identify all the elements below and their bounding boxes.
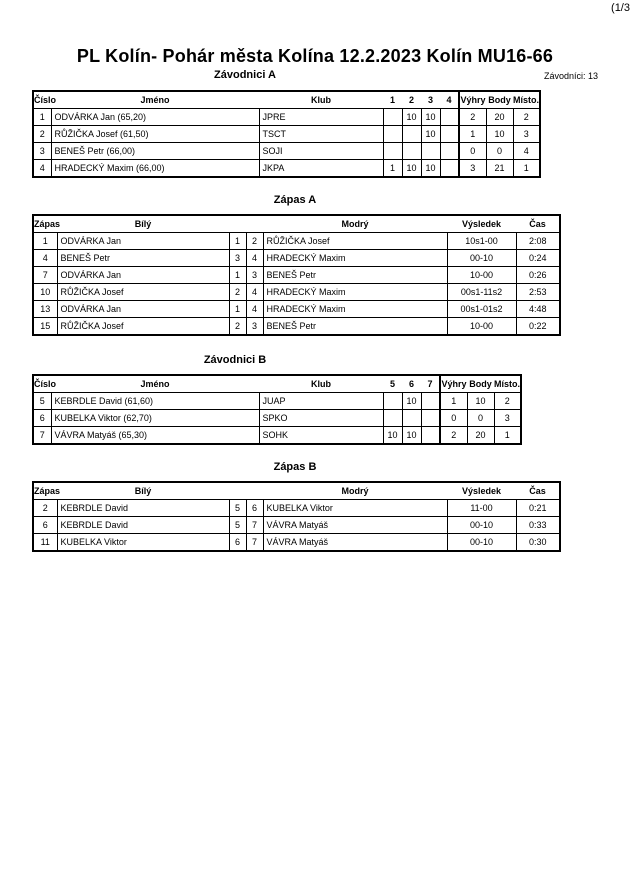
table-header-row (33, 375, 521, 393)
col-header-jmeno: Jméno (51, 375, 259, 393)
cell-modry-number: 3 (246, 267, 263, 284)
cell-round (383, 143, 402, 160)
cell-round (402, 126, 421, 143)
cell-modry-number: 7 (246, 534, 263, 552)
cell-klub: JPRE (259, 109, 383, 126)
cell-vyhry: 2 (459, 109, 486, 126)
cell-round (421, 427, 440, 445)
cell-vysledek: 00-10 (447, 250, 516, 267)
cell-cas: 0:22 (516, 318, 560, 336)
cell-zapas: 11 (33, 534, 57, 552)
cell-jmeno: RŮŽIČKA Josef (61,50) (51, 126, 259, 143)
cell-round (440, 126, 459, 143)
table-header-row (33, 91, 540, 109)
cell-modry-number: 3 (246, 318, 263, 336)
cell-zapas: 7 (33, 267, 57, 284)
cell-body: 0 (467, 410, 494, 427)
cell-body: 20 (486, 109, 513, 126)
cell-modry: BENEŠ Petr (263, 267, 447, 284)
table-row (33, 233, 560, 250)
cell-modry: HRADECKÝ Maxim (263, 301, 447, 318)
cell-round (440, 143, 459, 160)
cell-misto: 1 (513, 160, 540, 178)
col-header-klub: Klub (259, 375, 383, 393)
cell-cas: 0:33 (516, 517, 560, 534)
col-header-misto: Místo. (494, 375, 521, 393)
cell-modry: KUBELKA Viktor (263, 500, 447, 517)
table-row (33, 517, 560, 534)
cell-bily-number: 2 (229, 318, 246, 336)
col-header-vyhry: Výhry (440, 375, 467, 393)
cell-bily: ODVÁRKA Jan (57, 301, 229, 318)
match-b-title: Zápas B (273, 461, 317, 473)
col-header-jmeno: Jméno (51, 91, 259, 109)
cell-vysledek: 00-10 (447, 517, 516, 534)
cell-round: 10 (402, 427, 421, 445)
table-row (33, 318, 560, 336)
cell-bily: ODVÁRKA Jan (57, 267, 229, 284)
col-header-round: 1 (383, 91, 402, 109)
cell-jmeno: KUBELKA Viktor (62,70) (51, 410, 259, 427)
col-header-vysledek: Výsledek (447, 215, 516, 233)
cell-misto: 3 (494, 410, 521, 427)
cell-cas: 0:26 (516, 267, 560, 284)
cell-modry-number: 7 (246, 517, 263, 534)
group-b-title: Závodnici B (203, 354, 267, 366)
table-row (33, 250, 560, 267)
cell-vysledek: 10s1-00 (447, 233, 516, 250)
cell-modry: HRADECKÝ Maxim (263, 284, 447, 301)
col-header-round: 6 (402, 375, 421, 393)
cell-modry: RŮŽIČKA Josef (263, 233, 447, 250)
cell-klub: SOJI (259, 143, 383, 160)
cell-body: 21 (486, 160, 513, 178)
cell-body: 10 (486, 126, 513, 143)
cell-jmeno: KEBRDLE David (61,60) (51, 393, 259, 410)
cell-vyhry: 2 (440, 427, 467, 445)
cell-body: 0 (486, 143, 513, 160)
table-row (33, 301, 560, 318)
cell-round (383, 109, 402, 126)
cell-modry-number: 2 (246, 233, 263, 250)
table-row (33, 534, 560, 552)
cell-modry-number: 4 (246, 301, 263, 318)
cell-klub: TSCT (259, 126, 383, 143)
cell-vyhry: 0 (459, 143, 486, 160)
cell-cas: 2:08 (516, 233, 560, 250)
cell-modry-number: 4 (246, 284, 263, 301)
cell-cislo: 7 (33, 427, 51, 445)
match-a-table (32, 214, 561, 336)
table-row (33, 160, 540, 178)
cell-misto: 3 (513, 126, 540, 143)
cell-bily: KEBRDLE David (57, 517, 229, 534)
table-row (33, 126, 540, 143)
cell-round (402, 410, 421, 427)
cell-cas: 2:53 (516, 284, 560, 301)
cell-zapas: 2 (33, 500, 57, 517)
cell-round (383, 410, 402, 427)
cell-round: 10 (383, 427, 402, 445)
cell-body: 20 (467, 427, 494, 445)
cell-round: 10 (402, 109, 421, 126)
cell-round (383, 126, 402, 143)
group-a-title: Závodnici A (214, 69, 276, 81)
cell-misto: 1 (494, 427, 521, 445)
cell-bily-number: 1 (229, 301, 246, 318)
col-header-bily: Bílý (57, 215, 229, 233)
table-header-row (33, 215, 560, 233)
cell-cislo: 3 (33, 143, 51, 160)
cell-vyhry: 1 (440, 393, 467, 410)
col-header-round: 5 (383, 375, 402, 393)
cell-klub: SOHK (259, 427, 383, 445)
col-header-cislo: Číslo (33, 375, 51, 393)
cell-cislo: 4 (33, 160, 51, 178)
cell-round (421, 410, 440, 427)
cell-vysledek: 00s1-11s2 (447, 284, 516, 301)
col-header-modry: Modrý (263, 482, 447, 500)
cell-modry: BENEŠ Petr (263, 318, 447, 336)
table-row (33, 393, 521, 410)
table-row (33, 500, 560, 517)
cell-bily: KUBELKA Viktor (57, 534, 229, 552)
cell-vysledek: 11-00 (447, 500, 516, 517)
col-header-body: Body (486, 91, 513, 109)
cell-bily-number: 5 (229, 500, 246, 517)
cell-vysledek: 10-00 (447, 267, 516, 284)
cell-round: 1 (383, 160, 402, 178)
col-header-round: 3 (421, 91, 440, 109)
cell-bily-number: 1 (229, 233, 246, 250)
col-header-cas: Čas (516, 482, 560, 500)
cell-bily: KEBRDLE David (57, 500, 229, 517)
table-row (33, 284, 560, 301)
cell-bily-number: 5 (229, 517, 246, 534)
cell-round: 10 (421, 109, 440, 126)
col-header-cislo: Číslo (33, 91, 51, 109)
cell-jmeno: BENEŠ Petr (66,00) (51, 143, 259, 160)
cell-bily-number: 3 (229, 250, 246, 267)
cell-klub: JKPA (259, 160, 383, 178)
col-header-round: 4 (440, 91, 459, 109)
cell-vysledek: 10-00 (447, 318, 516, 336)
cell-bily-number: 1 (229, 267, 246, 284)
table-header-row (33, 482, 560, 500)
cell-round (440, 160, 459, 178)
group-b-table (32, 374, 522, 445)
cell-zapas: 13 (33, 301, 57, 318)
cell-misto: 4 (513, 143, 540, 160)
group-a-table (32, 90, 541, 178)
cell-zapas: 6 (33, 517, 57, 534)
table-row (33, 267, 560, 284)
col-header-round: 7 (421, 375, 440, 393)
cell-round: 10 (402, 393, 421, 410)
cell-jmeno: ODVÁRKA Jan (65,20) (51, 109, 259, 126)
cell-cislo: 6 (33, 410, 51, 427)
col-header-zapas: Zápas (33, 215, 57, 233)
col-header-round: 2 (402, 91, 421, 109)
table-row (33, 427, 521, 445)
table-row (33, 410, 521, 427)
cell-cas: 0:21 (516, 500, 560, 517)
table-row (33, 109, 540, 126)
competitor-count: Závodníci: 13 (543, 71, 598, 81)
cell-misto: 2 (513, 109, 540, 126)
cell-klub: JUAP (259, 393, 383, 410)
cell-vyhry: 3 (459, 160, 486, 178)
cell-modry: VÁVRA Matyáš (263, 534, 447, 552)
cell-round (421, 393, 440, 410)
col-header-bily: Bílý (57, 482, 229, 500)
cell-round: 10 (421, 160, 440, 178)
cell-round (383, 393, 402, 410)
col-header-vyhry: Výhry (459, 91, 486, 109)
cell-vysledek: 00s1-01s2 (447, 301, 516, 318)
cell-bily: RŮŽIČKA Josef (57, 284, 229, 301)
page-number: (1/3 (611, 2, 630, 14)
cell-bily-number: 2 (229, 284, 246, 301)
cell-round (402, 143, 421, 160)
cell-vysledek: 00-10 (447, 534, 516, 552)
cell-bily: ODVÁRKA Jan (57, 233, 229, 250)
cell-jmeno: VÁVRA Matyáš (65,30) (51, 427, 259, 445)
cell-zapas: 1 (33, 233, 57, 250)
cell-bily: RŮŽIČKA Josef (57, 318, 229, 336)
cell-cislo: 5 (33, 393, 51, 410)
page-title: PL Kolín- Pohár města Kolína 12.2.2023 Kolín MU16-66 (76, 46, 554, 66)
col-header-vysledek: Výsledek (447, 482, 516, 500)
col-header-misto: Místo. (513, 91, 540, 109)
cell-body: 10 (467, 393, 494, 410)
match-b-table (32, 481, 561, 552)
col-header-modry: Modrý (263, 215, 447, 233)
cell-modry-number: 6 (246, 500, 263, 517)
cell-cas: 0:30 (516, 534, 560, 552)
cell-klub: SPKO (259, 410, 383, 427)
match-a-title: Zápas A (273, 194, 317, 206)
cell-vyhry: 0 (440, 410, 467, 427)
cell-jmeno: HRADECKÝ Maxim (66,00) (51, 160, 259, 178)
cell-cislo: 1 (33, 109, 51, 126)
cell-round: 10 (402, 160, 421, 178)
cell-bily-number: 6 (229, 534, 246, 552)
cell-modry-number: 4 (246, 250, 263, 267)
cell-zapas: 15 (33, 318, 57, 336)
cell-zapas: 4 (33, 250, 57, 267)
cell-bily: BENEŠ Petr (57, 250, 229, 267)
col-header-zapas: Zápas (33, 482, 57, 500)
cell-modry: HRADECKÝ Maxim (263, 250, 447, 267)
cell-vyhry: 1 (459, 126, 486, 143)
col-header-klub: Klub (259, 91, 383, 109)
cell-round (440, 109, 459, 126)
col-header-body: Body (467, 375, 494, 393)
cell-modry: VÁVRA Matyáš (263, 517, 447, 534)
cell-zapas: 10 (33, 284, 57, 301)
col-header-cas: Čas (516, 215, 560, 233)
cell-cislo: 2 (33, 126, 51, 143)
cell-round: 10 (421, 126, 440, 143)
cell-cas: 4:48 (516, 301, 560, 318)
cell-round (421, 143, 440, 160)
table-row (33, 143, 540, 160)
cell-cas: 0:24 (516, 250, 560, 267)
cell-misto: 2 (494, 393, 521, 410)
